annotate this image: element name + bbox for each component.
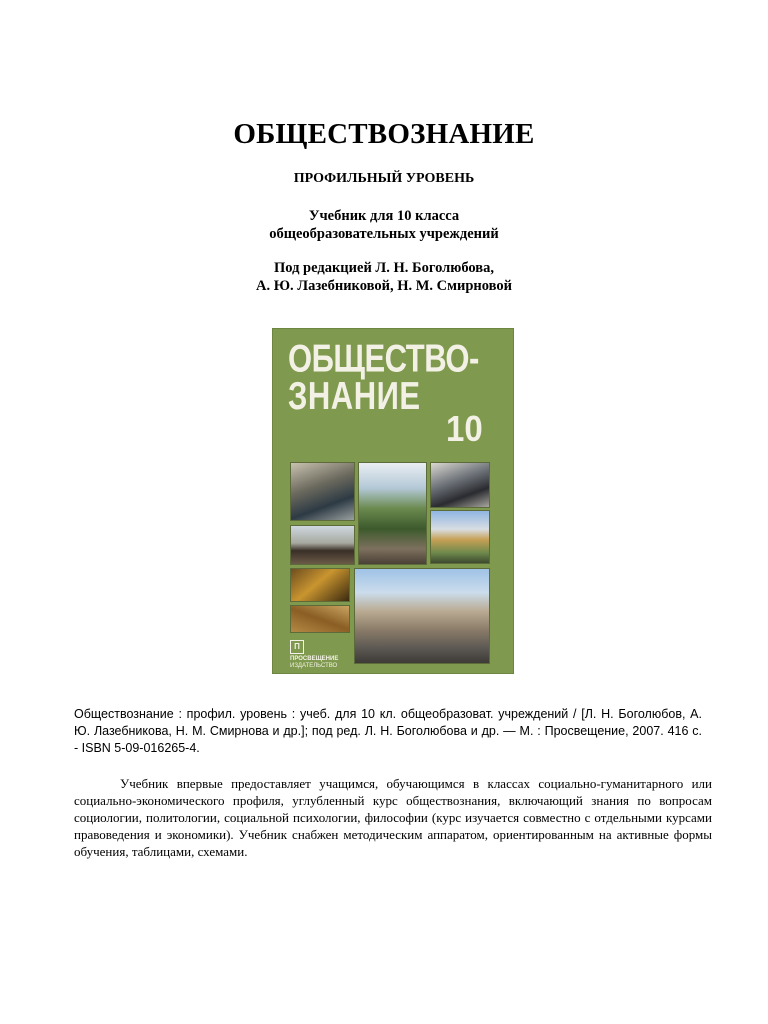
cover-photo-horse-statue <box>290 525 355 565</box>
publisher-emblem-icon: П <box>290 640 304 654</box>
editors-line-2: А. Ю. Лазебниковой, Н. М. Смирновой <box>255 278 513 294</box>
cover-photo-city-street <box>354 568 490 664</box>
book-editors <box>0 259 768 295</box>
purpose-line-2: общеобразовательных учреждений <box>269 226 499 242</box>
bibliographic-citation: Обществознание : профил. уровень : учеб. для 10 кл. общеобразоват. учреждений / [Л. Н. Боголюбов, А. Ю. Лазебникова, Н. М. Смирнова и др.]; под ред. Л. Н. Боголюбова и др. — М. : Просвещение, 2007. 416 с. - ISBN 5-09-016265-4. <box>74 707 702 755</box>
cover-title <box>288 336 479 418</box>
book-cover-image <box>272 328 514 674</box>
book-level: ПРОФИЛЬНЫЙ УРОВЕНЬ <box>293 171 475 186</box>
editors-line-1: Под редакцией Л. Н. Боголюбова, <box>273 260 494 276</box>
cover-photo-field <box>290 605 350 633</box>
cover-title-line-1: ОБЩЕСТВО- <box>288 336 479 380</box>
cover-photo-industry <box>290 462 355 521</box>
cover-photo-office <box>430 462 490 508</box>
publisher-subtitle: ИЗДАТЕЛЬСТВО <box>290 663 338 669</box>
cover-photo-monument <box>358 462 427 565</box>
publisher-logo <box>290 640 340 670</box>
book-purpose <box>0 207 768 243</box>
book-title: ОБЩЕСТВОЗНАНИЕ <box>233 118 535 150</box>
purpose-line-1: Учебник для 10 класса <box>308 208 460 224</box>
cover-grade: 10 <box>446 408 483 449</box>
cover-title-line-2: ЗНАНИЕ <box>288 373 421 418</box>
cover-photo-fountain <box>430 510 490 564</box>
book-annotation: Учебник впервые предоставляет учащимся, обучающимся в классах социально-гуманитарного или социально-экономического профиля, углубленный курс обществознания, включающий знания по вопросам социологии, политологии, социальной психологии, философии (курс изучается совместно с отдельными курсами правоведения и экономики). Учебник снабжен методическим аппаратом, ориентированным на активные формы обучения, таблицами, схемами. <box>74 776 712 859</box>
cover-photo-lab <box>290 568 350 602</box>
publisher-name: ПРОСВЕЩЕНИЕ <box>290 656 339 662</box>
